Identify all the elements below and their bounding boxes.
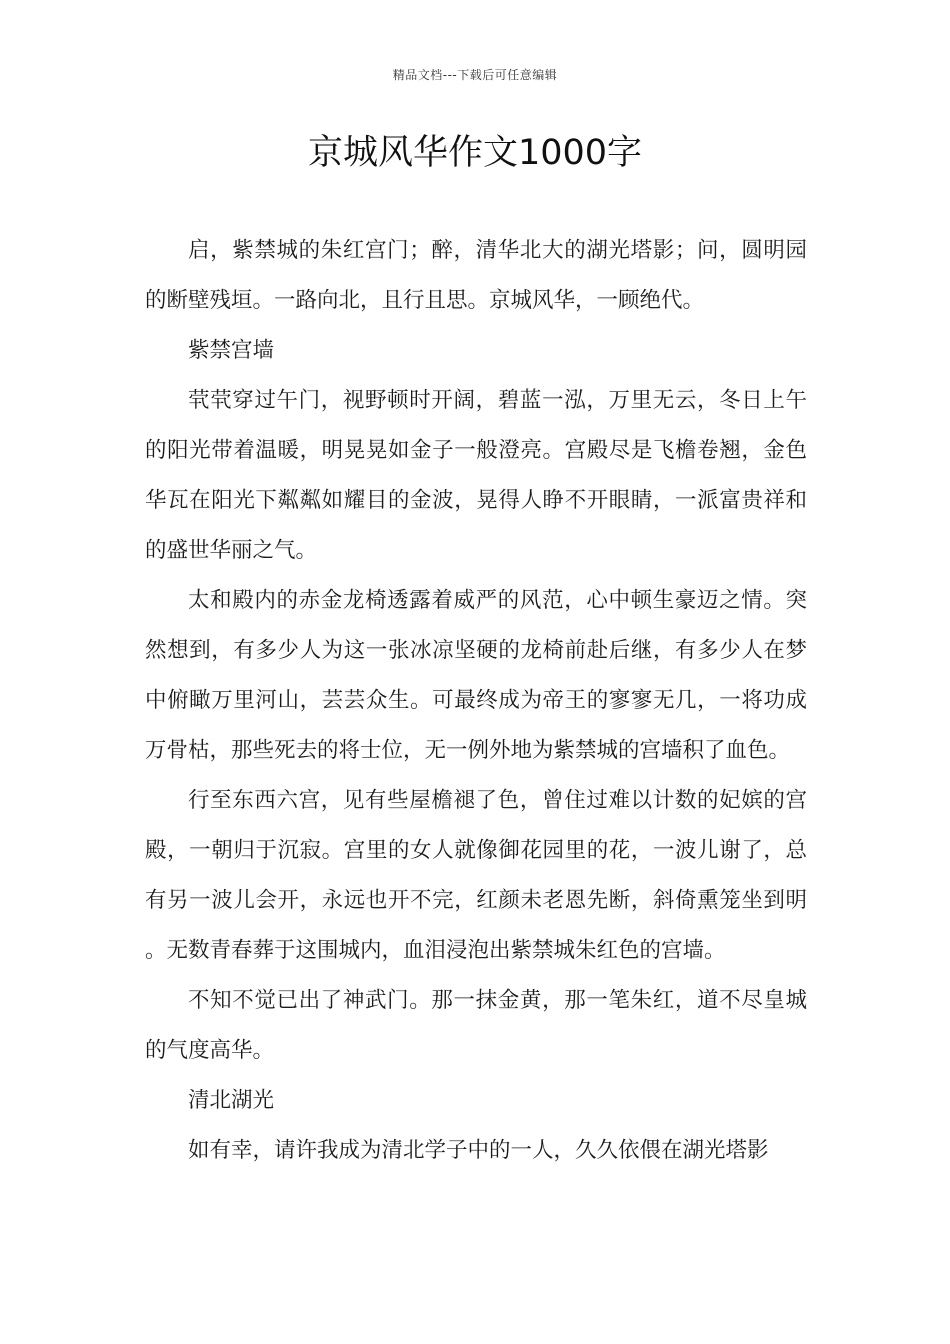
paragraph-intro: 启，紫禁城的朱红宫门；醉，清华北大的湖光塔影；问，圆明园的断壁残垣。一路向北，且行且思。京城风华，一顾绝代。 [145,238,807,313]
paragraph: 太和殿内的赤金龙椅透露着威严的风范，心中顿生豪迈之情。突然想到，有多少人为这一张冰凉坚硬的龙椅前赴后继，有多少人在梦中俯瞰万里河山，芸芸众生。可最终成为帝王的寥寥无几，一将功成万骨枯，那些死去的将士位，无一例外地为紫禁城的宫墙积了血色。 [145,588,807,763]
section-heading-forbidden-city: 紫禁宫墙 [188,338,275,363]
paragraph: 茕茕穿过午门，视野顿时开阔，碧蓝一泓，万里无云，冬日上午的阳光带着温暖，明晃晃如金子一般澄亮。宫殿尽是飞檐卷翘，金色华瓦在阳光下粼粼如耀目的金波，晃得人睁不开眼睛，一派富贵祥和的盛世华丽之气。 [145,388,807,563]
paragraph: 不知不觉已出了神武门。那一抹金黄，那一笔朱红，道不尽皇城的气度高华。 [145,988,807,1063]
section-heading-tsinghua-peking: 清北湖光 [188,1088,275,1113]
document-title: 京城风华作文1000字 [307,133,643,173]
paragraph: 如有幸，请许我成为清北学子中的一人，久久依偎在湖光塔影 [188,1138,769,1163]
paragraph: 行至东西六宫，见有些屋檐褪了色，曾住过难以计数的妃嫔的宫殿，一朝归于沉寂。宫里的女人就像御花园里的花，一波儿谢了，总有另一波儿会开，永远也开不完，红颜未老恩先断，斜倚熏笼坐到明。无数青春葬于这围城内，血泪浸泡出紫禁城朱红色的宫墙。 [145,788,807,963]
header-note: 精品文档---下载后可任意编辑 [392,68,558,82]
document-body [145,226,807,1176]
